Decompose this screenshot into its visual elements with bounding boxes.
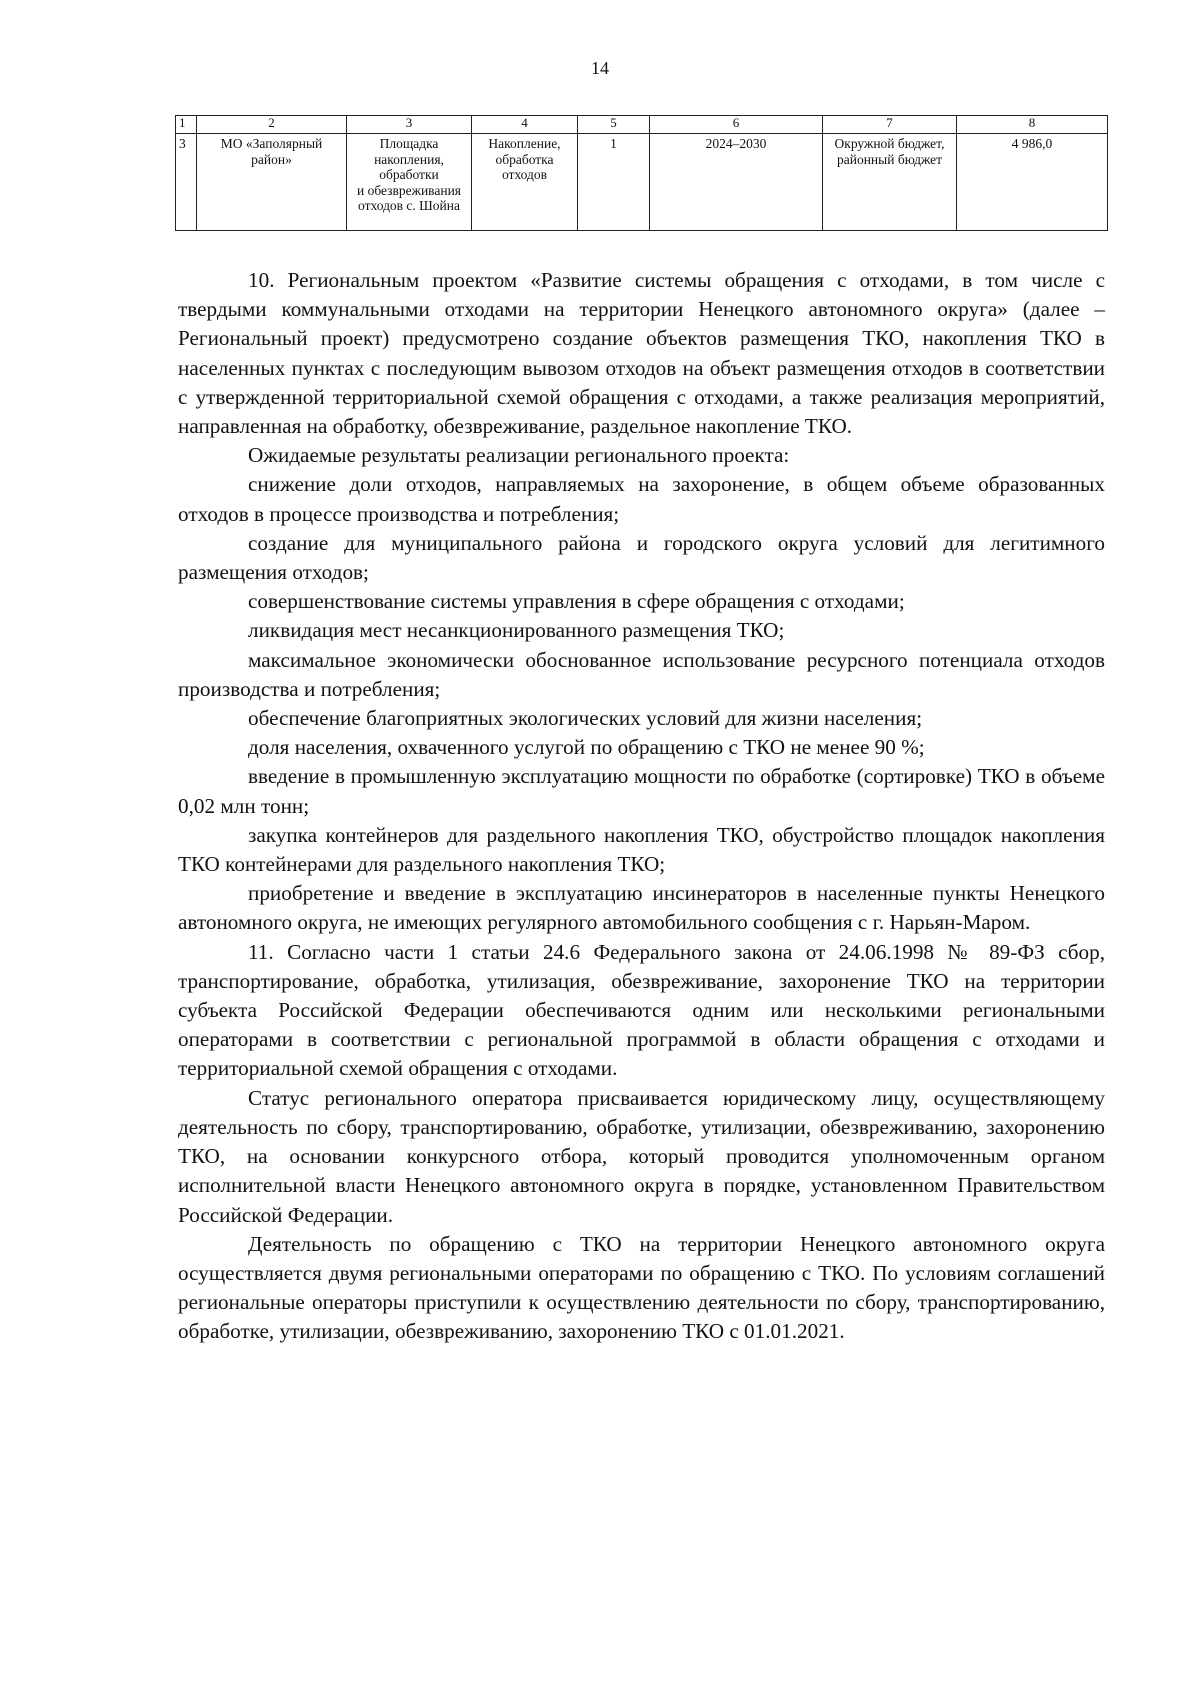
paragraph: создание для муниципального района и городского округа условий для легитимного размещения отходов;	[178, 530, 1105, 585]
table-header-cell: 6	[650, 116, 823, 134]
cell-line: отходов с. Шойна	[358, 198, 460, 214]
table-row	[176, 134, 1108, 231]
amount-cell: 4 986,0	[957, 134, 1108, 231]
municipality-cell	[197, 134, 347, 231]
table-header-cell: 2	[197, 116, 347, 134]
budget-source-cell	[823, 134, 957, 231]
period-cell: 2024–2030	[650, 134, 823, 231]
cell-line: Площадка	[379, 136, 439, 151]
paragraph: максимальное экономически обоснованное использование ресурсного потенциала отходов производства и потребления;	[178, 647, 1105, 701]
table-header-cell: 4	[472, 116, 578, 134]
table-header-cell: 1	[176, 116, 197, 134]
table-header-cell: 5	[578, 116, 650, 134]
paragraph: 11. Согласно части 1 статьи 24.6 Федерального закона от 24.06.1998 № 89-ФЗ сбор, транспортирование, обработка, утилизация, обезвреживание, захоронение ТКО на территории субъекта Российской Федерации обеспечиваются одним или несколькими региональными операторами в соответствии с региональной программой в области обращения с отходами и территориальной схемой обращения с отходами.	[178, 939, 1105, 1081]
cell-line: и обезвреживания	[356, 182, 462, 198]
paragraph: Деятельность по обращению с ТКО на территории Ненецкого автономного округа осуществляется двумя региональными операторами по обращению с ТКО. По условиям соглашений региональные операторы приступили к осуществлению деятельности по сбору, транспортированию, обработке, утилизации, обезвреживанию, захоронению ТКО с 01.01.2021.	[178, 1231, 1105, 1344]
table-header-cell: 3	[347, 116, 472, 134]
cell-line: Накопление,	[488, 136, 561, 151]
paragraph: доля населения, охваченного услугой по обращению с ТКО не менее 90 %;	[248, 735, 925, 760]
table-header-cell: 8	[957, 116, 1108, 134]
paragraph: ликвидация мест несанкционированного размещения ТКО;	[248, 618, 785, 643]
count-cell: 1	[578, 134, 650, 231]
cell-line: Окружной бюджет,	[834, 136, 945, 151]
row-number-cell: 3	[176, 134, 197, 231]
cell-line: отходов	[501, 167, 548, 183]
paragraph: Статус регионального оператора присваивается юридическому лицу, осуществляющему деятельность по сбору, транспортированию, обработке, утилизации, обезвреживанию, захоронению ТКО, на основании конкурсного отбора, который проводится уполномоченным органом исполнительной власти Ненецкого автономного округа в порядке, установленном Правительством Российской Федерации.	[178, 1085, 1105, 1227]
document-body	[178, 266, 1105, 1347]
page-number: 14	[591, 58, 609, 78]
funding-table	[175, 115, 1108, 231]
cell-line: обработки	[379, 167, 439, 183]
cell-line: МО «Заполярный	[220, 136, 323, 151]
paragraph: 10. Региональным проектом «Развитие системы обращения с отходами, в том числе с твердыми коммунальными отходами на территории Ненецкого автономного округа» (далее – Региональный проект) предусмотрено создание объектов размещения ТКО, накопления ТКО в населенных пунктах с последующим вывозом отходов на объект размещения отходов в соответствии с утвержденной территориальной схемой обращения с отходами, а также реализация мероприятий, направленная на обработку, обезвреживание, раздельное накопление ТКО.	[178, 268, 1105, 439]
paragraph: снижение доли отходов, направляемых на захоронение, в общем объеме образованных отходов в процессе производства и потребления;	[178, 472, 1105, 526]
paragraph: обеспечение благоприятных экологических условий для жизни населения;	[248, 706, 923, 731]
cell-line: район»	[251, 151, 292, 167]
paragraph: введение в промышленную эксплуатацию мощности по обработке (сортировке) ТКО в объеме 0,02 млн тонн;	[178, 764, 1105, 818]
paragraph: закупка контейнеров для раздельного накопления ТКО, обустройство площадок накопления ТКО контейнерами для раздельного накопления ТКО;	[178, 822, 1105, 877]
table-header-row	[176, 116, 1108, 134]
cell-line: районный бюджет	[836, 151, 942, 167]
paragraph: Ожидаемые результаты реализации регионального проекта:	[248, 443, 790, 468]
cell-line: обработка	[495, 151, 554, 167]
purpose-cell	[472, 134, 578, 231]
table-header-cell: 7	[823, 116, 957, 134]
facility-cell	[347, 134, 472, 231]
paragraph: совершенствование системы управления в сфере обращения с отходами;	[248, 589, 905, 614]
paragraph: приобретение и введение в эксплуатацию инсинераторов в населенные пункты Ненецкого автономного округа, не имеющих регулярного автомобильного сообщения с г. Нарьян-Маром.	[178, 881, 1105, 935]
cell-line: накопления,	[374, 151, 444, 167]
